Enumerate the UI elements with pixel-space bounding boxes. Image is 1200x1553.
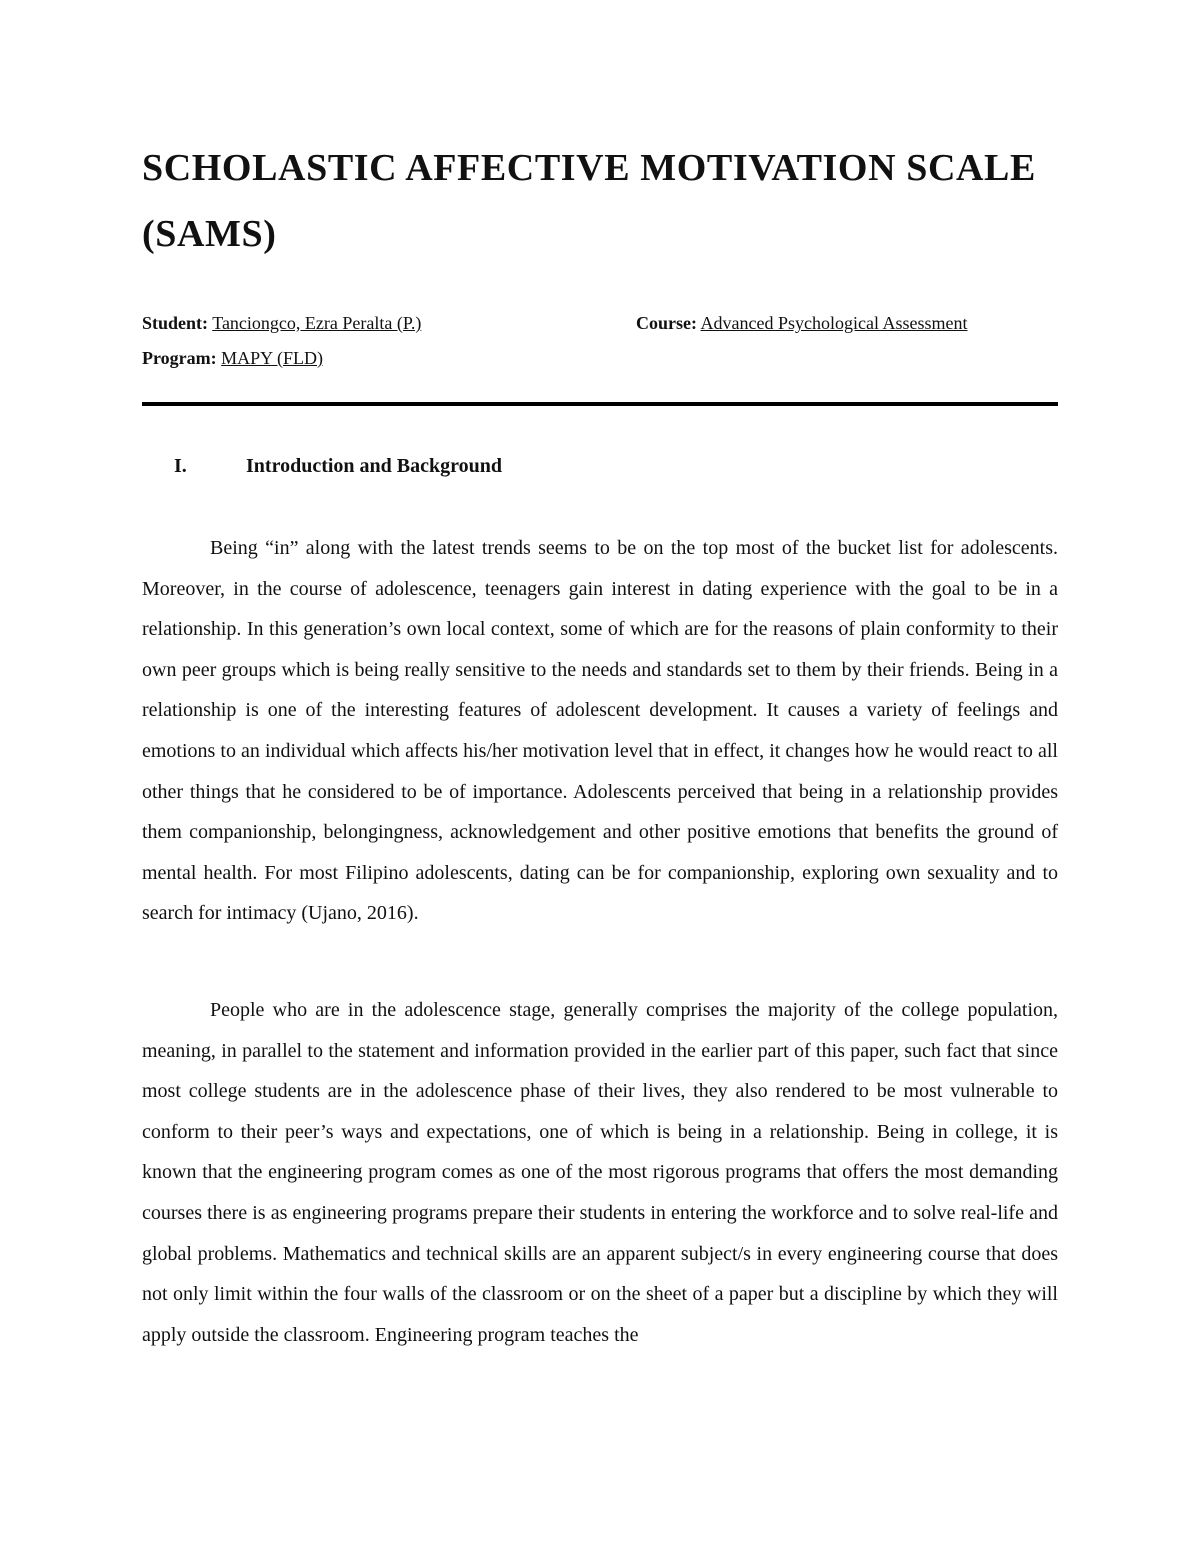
header-divider — [142, 402, 1058, 406]
body-paragraph-1 — [142, 528, 1058, 934]
course-name: Advanced Psychological Assessment — [700, 313, 968, 333]
program-name: MAPY (FLD) — [221, 348, 323, 368]
section-number: I. — [174, 455, 187, 477]
student-line — [142, 311, 421, 335]
section-heading — [174, 452, 502, 480]
section-title: Introduction and Background — [246, 455, 503, 477]
program-label: Program: — [142, 348, 217, 368]
course-label: Course: — [636, 313, 697, 333]
program-line — [142, 346, 323, 370]
course-line — [636, 311, 967, 335]
student-name: Tanciongco, Ezra Peralta (P.) — [212, 313, 422, 333]
paragraph-text: People who are in the adolescence stage, generally comprises the majority of the college population, meaning, in parallel to the statement and information provided in the earlier part of this paper, such fact that since most college students are in the adolescence phase of their lives, they also rendered to be most vulnerable to conform to their peer’s ways and expectations, one of which is being in a relationship. Being in college, it is known that the engineering program comes as one of the most rigorous programs that offers the most demanding courses there is as engineering programs prepare their students in entering the workforce and to solve real-life and global problems. Mathematics and technical skills are an apparent subject/s in every engineering course that does not only limit within the four walls of the classroom or on the sheet of a paper but a discipline by which they will apply outside the classroom. Engineering program teaches the — [142, 999, 1058, 1346]
paragraph-text: Being “in” along with the latest trends seems to be on the top most of the bucket list for adolescents. Moreover, in the course of adolescence, teenagers gain interest in dating experience with the goal to be in a relationship. In this generation’s own local context, some of which are for the reasons of plain conformity to their own peer groups which is being really sensitive to the needs and standards set to them by their friends. Being in a relationship is one of the interesting features of adolescent development. It causes a variety of feelings and emotions to an individual which affects his/her motivation level that in effect, it changes how he would react to all other things that he considered to be of importance. Adolescents perceived that being in a relationship provides them companionship, belongingness, acknowledgement and other positive emotions that benefits the ground of mental health. For most Filipino adolescents, dating can be for companionship, exploring own sexuality and to search for intimacy (Ujano, 2016). — [142, 537, 1058, 925]
student-label: Student: — [142, 313, 209, 333]
body-paragraph-2 — [142, 990, 1058, 1355]
document-title: SCHOLASTIC AFFECTIVE MOTIVATION SCALE (SAMS) — [142, 147, 1036, 255]
